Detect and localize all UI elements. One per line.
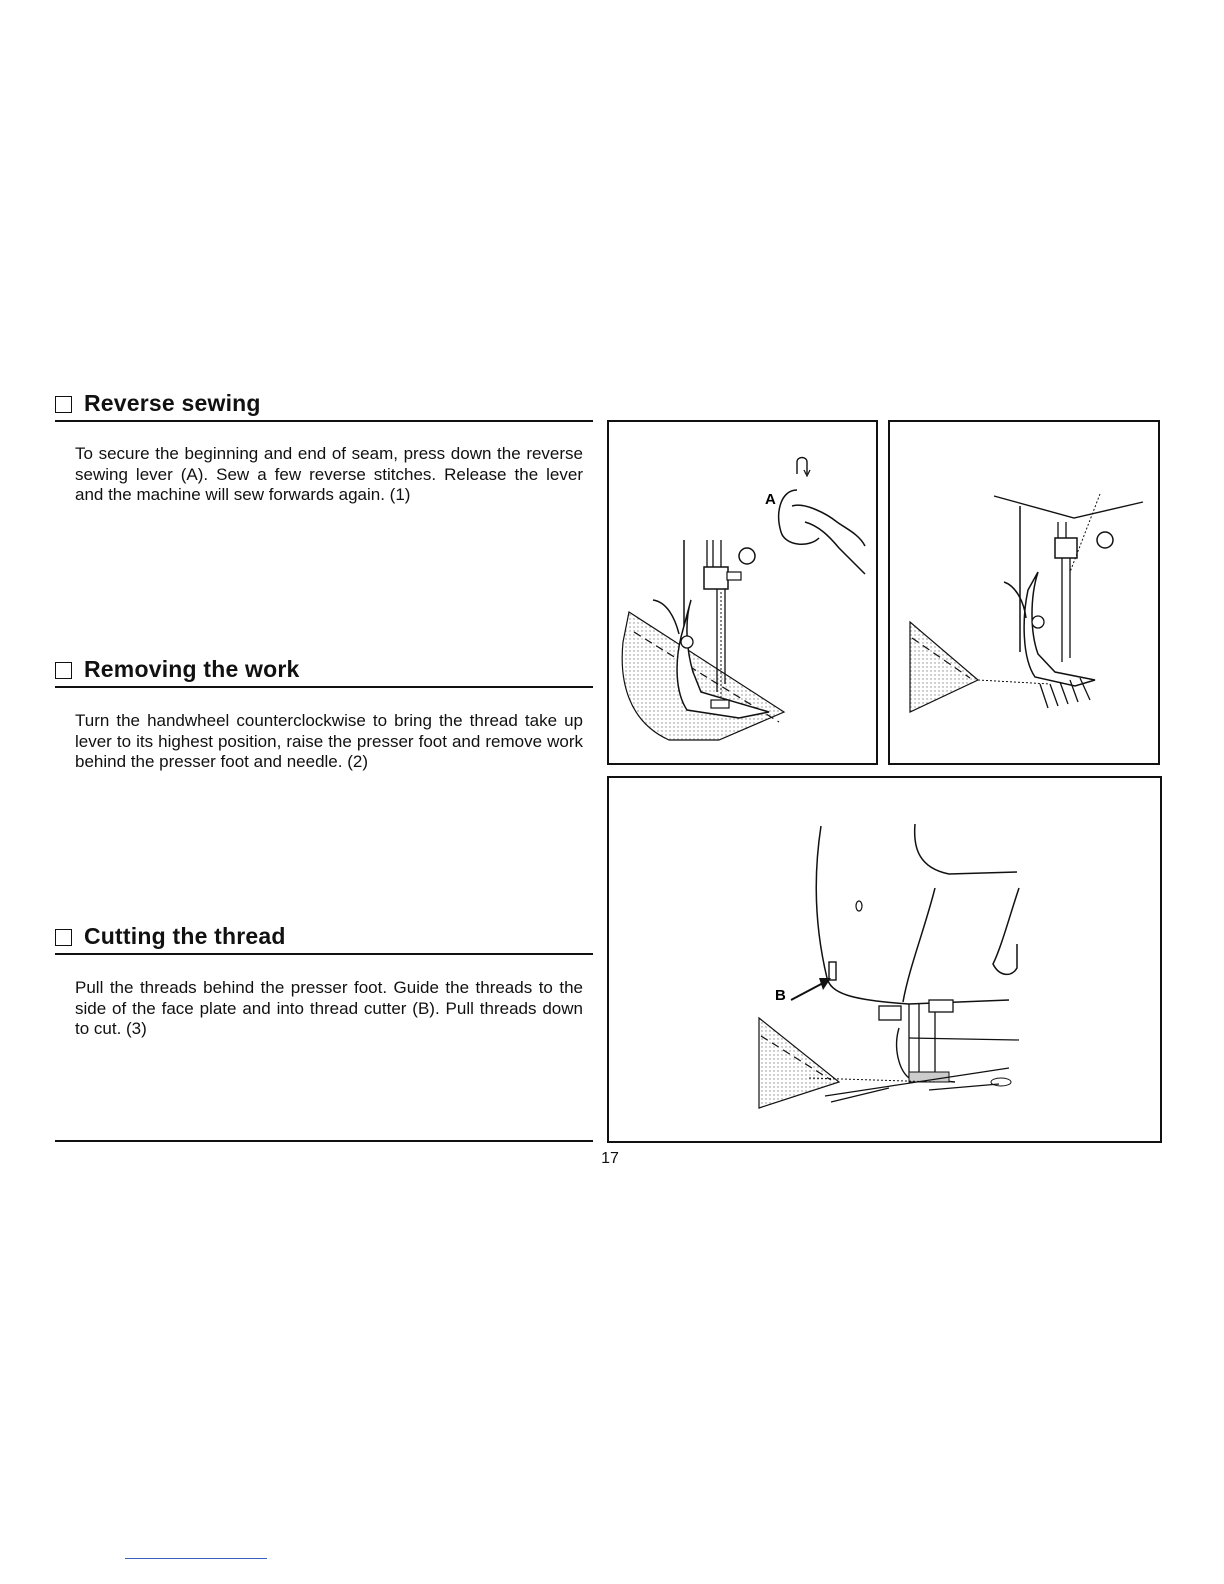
section-rule xyxy=(55,420,593,422)
figure-removing-the-work xyxy=(888,420,1160,765)
figure-reverse-sewing xyxy=(607,420,878,765)
section-heading-reverse-sewing xyxy=(55,388,593,418)
heading-text: Cutting the thread xyxy=(84,922,286,949)
callout-a: A xyxy=(765,491,776,508)
bottom-rule xyxy=(55,1140,593,1142)
section-body: Turn the handwheel counterclockwise to bring the thread take up lever to its highest position, raise the presser foot and remove work behind the presser foot and needle. (2) xyxy=(75,711,583,771)
heading-text: Reverse sewing xyxy=(84,389,261,416)
section-rule xyxy=(55,953,593,955)
reverse-sewing-illustration xyxy=(609,422,880,767)
checkbox-icon xyxy=(55,662,72,679)
page-number: 17 xyxy=(601,1150,619,1167)
checkbox-icon xyxy=(55,396,72,413)
section-heading-cutting-the-thread xyxy=(55,921,593,951)
section-body: Pull the threads behind the presser foot. Guide the threads to the side of the face plate and into thread cutter (B). Pull threads down to cut. (3) xyxy=(75,978,583,1038)
checkbox-icon xyxy=(55,929,72,946)
cutting-thread-illustration xyxy=(609,778,1164,1145)
footer-divider xyxy=(125,1558,267,1559)
heading-text: Removing the work xyxy=(84,655,300,682)
figure-cutting-the-thread xyxy=(607,776,1162,1143)
callout-b: B xyxy=(775,987,786,1004)
section-heading-removing-the-work xyxy=(55,654,593,684)
section-body: To secure the beginning and end of seam, press down the reverse sewing lever (A). Sew a few reverse stitches. Release the lever and the machine will sew forwards again. (1) xyxy=(75,444,583,504)
section-rule xyxy=(55,686,593,688)
removing-work-illustration xyxy=(890,422,1162,767)
